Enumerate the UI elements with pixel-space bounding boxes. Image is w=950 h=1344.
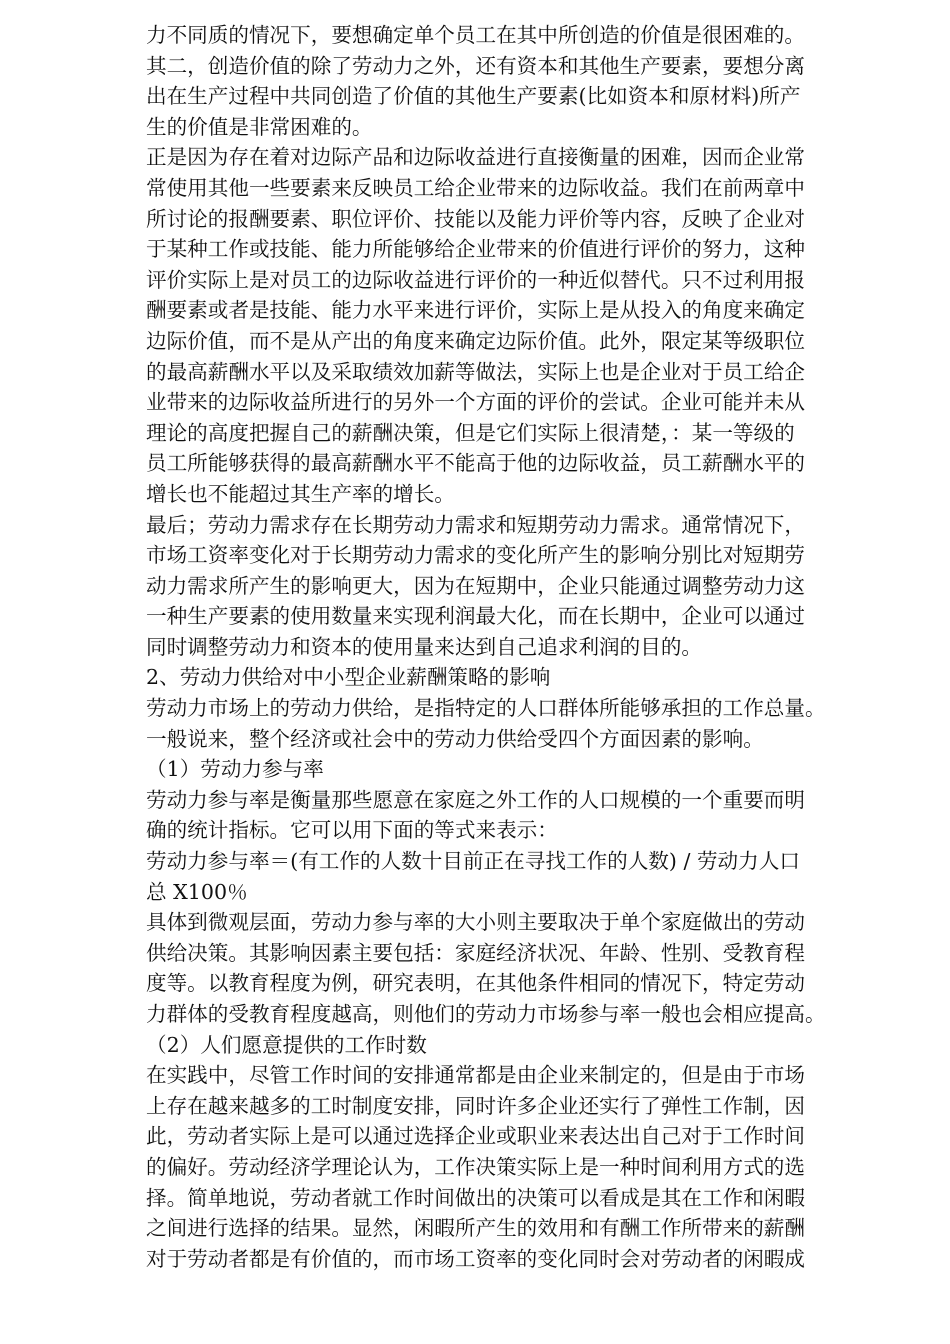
text-line: 劳动力市场上的劳动力供给，是指特定的人口群体所能够承担的工作总量。 [146,696,826,721]
text-line: 度等。以教育程度为例，研究表明，在其他条件相同的情况下，特定劳动 [146,971,805,996]
text-line: 理论的高度把握自己的薪酬决策，但是它们实际上很清楚，：某一等级的 [146,420,795,445]
text-line: 生的价值是非常困难的。 [146,114,373,139]
text-line: 酬要素或者是技能、能力水平来进行评价，实际上是从投入的角度来确定 [146,298,805,323]
text-line: 一种生产要素的使用数量来实现利润最大化，而在长期中，企业可以通过 [146,604,805,629]
text-line: 员工所能够获得的最高薪酬水平不能高于他的边际收益，员工薪酬水平的 [146,451,805,476]
subsection-heading: （1）劳动力参与率 [146,757,324,782]
subsection-heading: （2）人们愿意提供的工作时数 [146,1032,427,1057]
text-line: 常使用其他一些要素来反映员工给企业带来的边际收益。我们在前两章中 [146,175,805,200]
text-line: 市场工资率变化对于长期劳动力需求的变化所产生的影响分别比对短期劳 [146,543,805,568]
text-line: 正是因为存在着对边际产品和边际收益进行直接衡量的困难，因而企业常 [146,145,805,170]
text-line: 在实践中，尽管工作时间的安排通常都是由企业来制定的，但是由于市场 [146,1063,805,1088]
text-line: 力群体的受教育程度越高，则他们的劳动力市场参与率一般也会相应提高。 [146,1002,826,1026]
formula-line: 劳动力参与率＝(有工作的人数十目前正在寻找工作的人数) / 劳动力人口 [146,849,800,874]
text-line: 评价实际上是对员工的边际收益进行评价的一种近似替代。只不过利用报 [146,267,805,292]
text-line: 的偏好。劳动经济学理论认为，工作决策实际上是一种时间利用方式的选 [146,1154,805,1179]
text-line: 具体到微观层面，劳动力参与率的大小则主要取决于单个家庭做出的劳动 [146,910,805,935]
text-line: 业带来的边际收益所进行的另外一个方面的评价的尝试。企业可能并未从 [146,390,805,415]
text-line: 所讨论的报酬要素、职位评价、技能以及能力评价等内容，反映了企业对 [146,206,805,231]
text-line: 的最高薪酬水平以及采取绩效加薪等做法，实际上也是企业对于员工给企 [146,359,805,384]
text-line: 一般说来，整个经济或社会中的劳动力供给受四个方面因素的影响。 [146,726,764,751]
section-heading: 2、劳动力供给对中小型企业薪酬策略的影响 [146,665,551,690]
text-line: 对于劳动者都是有价值的，而市场工资率的变化同时会对劳动者的闲暇成 [146,1246,805,1271]
text-line: 上存在越来越多的工时制度安排，同时许多企业还实行了弹性工作制，因 [146,1093,805,1118]
text-line: 边际价值，而不是从产出的角度来确定边际价值。此外，限定某等级职位 [146,328,805,353]
text-line: 供给决策。其影响因素主要包括：家庭经济状况、年龄、性别、受教育程 [146,940,805,965]
text-line: 增长也不能超过其生产率的增长。 [146,481,455,506]
text-line: 择。简单地说，劳动者就工作时间做出的决策可以看成是其在工作和闲暇 [146,1185,805,1210]
text-line: 于某种工作或技能、能力所能够给企业带来的价值进行评价的努力，这种 [146,237,805,262]
text-line: 此，劳动者实际上是可以通过选择企业或职业来表达出自己对于工作时间 [146,1124,805,1149]
document-page [146,20,866,1274]
text-line: 动力需求所产生的影响更大，因为在短期中，企业只能通过调整劳动力这 [146,573,805,598]
text-line: 同时调整劳动力和资本的使用量来达到自己追求利润的目的。 [146,634,703,659]
text-line: 力不同质的情况下，要想确定单个员工在其中所创造的价值是很困难的。 [146,23,805,47]
text-line: 确的统计指标。它可以用下面的等式来表示： [146,818,558,843]
text-line: 其二，创造价值的除了劳动力之外，还有资本和其他生产要素，要想分离 [146,53,805,78]
formula-line: 总 X100％ [146,879,248,904]
text-line: 之间进行选择的结果。显然，闲暇所产生的效用和有酬工作所带来的薪酬 [146,1216,805,1241]
text-line: 出在生产过程中共同创造了价值的其他生产要素(比如资本和原材料)所产 [146,84,801,109]
text-line: 最后；劳动力需求存在长期劳动力需求和短期劳动力需求。通常情况下， [146,512,805,537]
text-line: 劳动力参与率是衡量那些愿意在家庭之外工作的人口规模的一个重要而明 [146,787,805,812]
